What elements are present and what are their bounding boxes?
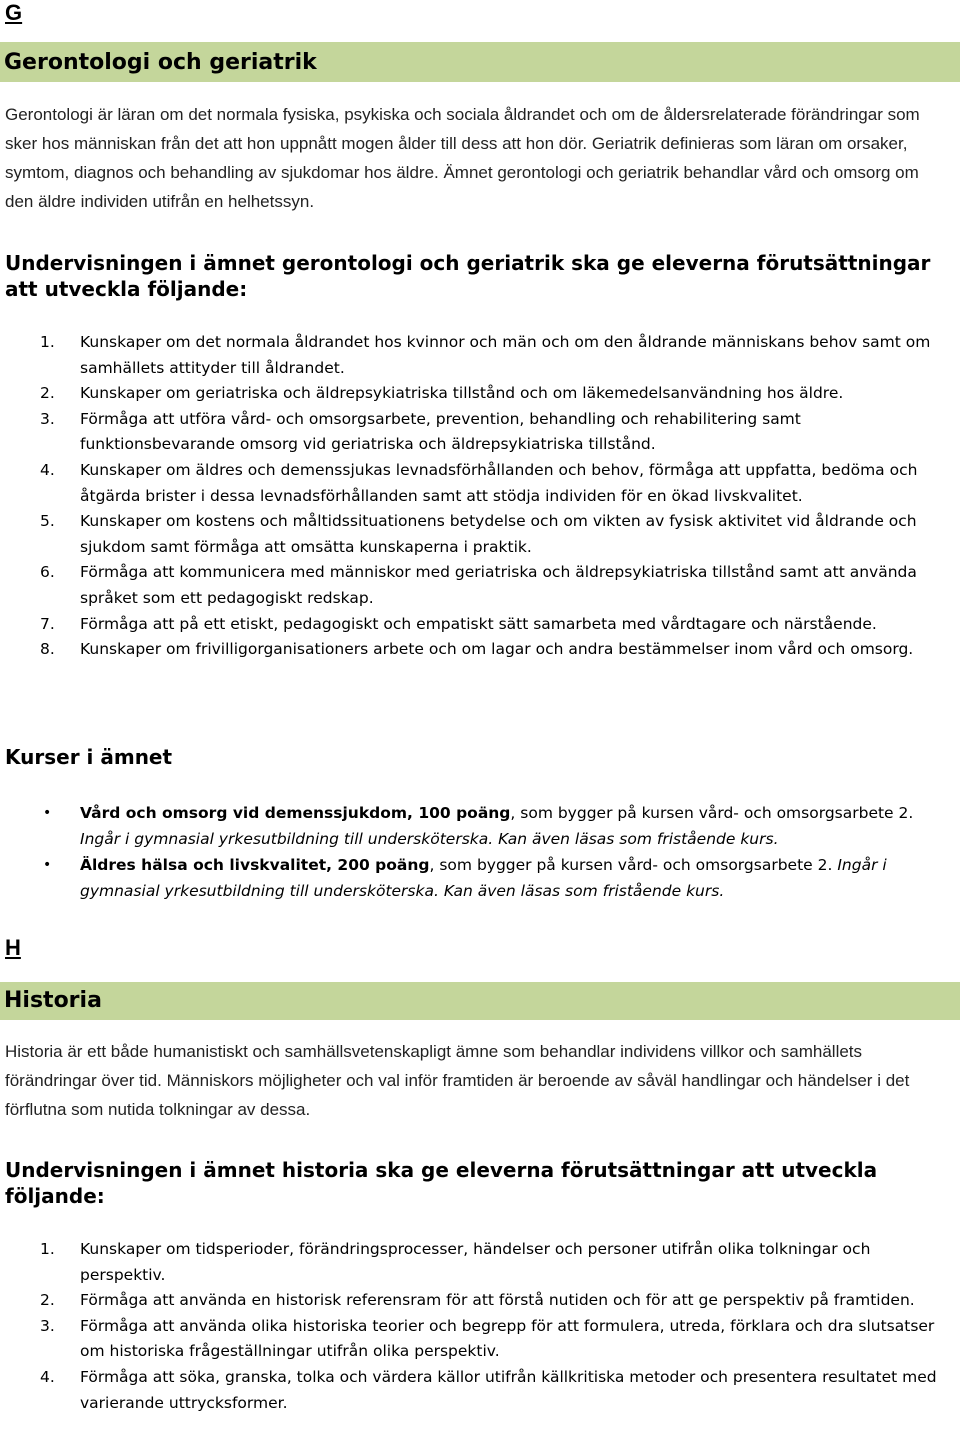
goal-number: 4. (40, 460, 55, 479)
course-note: Ingår i gymnasial yrkesutbildning till undersköterska. Kan även läsas som fristående kurs. (80, 830, 779, 848)
goal-text: Förmåga att använda en historisk referensram för att förstå nutiden och för att ge perspektiv på framtiden. (80, 1291, 915, 1310)
goal-item (0, 1365, 960, 1416)
goal-text: Förmåga att utföra vård- och omsorgsarbete, prevention, behandling och rehabilitering samt funktionsbevarande omsorg vid geriatriska och äldrepsykiatriska tillstånd. (80, 409, 801, 454)
goal-text: Förmåga att söka, granska, tolka och värdera källor utifrån källkritiska metoder och presentera resultatet med varierande uttrycksformer. (80, 1367, 937, 1412)
section-letter-g: G (5, 0, 23, 25)
course-name: Äldres hälsa och livskvalitet, 200 poäng (80, 856, 430, 874)
bullet-icon: • (43, 857, 52, 873)
goal-item (0, 637, 960, 663)
goal-number: 1. (40, 333, 55, 351)
goal-text: Kunskaper om äldres och demenssjukas levnadsförhållanden och behov, förmåga att uppfatta, bedöma och åtgärda brister i dessa levnadsförhållanden samt att stödja individen för en ökad livskvalitet. (80, 460, 918, 505)
subject-title-gerontologi: Gerontologi och geriatrik (0, 42, 960, 82)
goal-text: Kunskaper om det normala åldrandet hos kvinnor och män och om den åldrande människans behov samt om samhällets attityder till åldrandet. (80, 333, 931, 377)
course-name: Vård och omsorg vid demenssjukdom, 100 poäng (80, 804, 511, 822)
course-desc: , som bygger på kursen vård- och omsorgsarbete 2. (429, 856, 838, 874)
goal-number: 7. (40, 614, 55, 633)
goal-text: Förmåga att kommunicera med människor med geriatriska och äldrepsykiatriska tillstånd samt att använda språket som ett pedagogiskt redskap. (80, 563, 917, 607)
goal-number: 3. (40, 409, 55, 428)
goals-list-historia (0, 1237, 960, 1416)
goal-number: 8. (40, 640, 55, 659)
courses-list (0, 800, 960, 904)
goal-number: 3. (40, 1316, 55, 1335)
section-letter-h: H (5, 935, 21, 960)
goal-item (0, 612, 960, 638)
course-item (0, 852, 960, 904)
goals-heading-historia: Undervisningen i ämnet historia ska ge eleverna förutsättningar att utveckla följande: (5, 1158, 878, 1208)
goal-number: 2. (40, 384, 55, 403)
bullet-icon: • (43, 805, 52, 821)
course-desc: , som bygger på kursen vård- och omsorgsarbete 2. (510, 804, 914, 822)
goal-text: Förmåga att på ett etiskt, pedagogiskt och empatiskt sätt samarbeta med vårdtagare och närstående. (80, 614, 877, 633)
goal-text: Förmåga att använda olika historiska teorier och begrepp för att formulera, utreda, förklara och dra slutsatser om historiska frågeställningar utifrån olika perspektiv. (80, 1316, 935, 1361)
goal-text: Kunskaper om tidsperioder, förändringsprocesser, händelser och personer utifrån olika tolkningar och perspektiv. (80, 1240, 871, 1284)
goals-heading-gerontologi: Undervisningen i ämnet gerontologi och geriatrik ska ge eleverna förutsättningar att utveckla följande: (5, 251, 931, 301)
goal-item (0, 407, 960, 458)
goal-item (0, 1288, 960, 1314)
goals-list-gerontologi (0, 330, 960, 663)
goal-text: Kunskaper om kostens och måltidssituationens betydelse och om vikten av fysisk aktivitet vid åldrande och sjukdom samt förmåga att omsätta kunskaperna i praktik. (80, 512, 917, 556)
goal-text: Kunskaper om geriatriska och äldrepsykiatriska tillstånd och om läkemedelsanvändning hos äldre. (80, 384, 844, 403)
goal-text: Kunskaper om frivilligorganisationers arbete och om lagar och andra bestämmelser inom vård och omsorg. (80, 640, 914, 659)
goal-item (0, 381, 960, 407)
subject-intro-gerontologi: Gerontologi är läran om det normala fysiska, psykiska och sociala åldrandet och om de åldersrelaterade förändringar som sker hos människan från det att hon uppnått mogen ålder till dess att hon dör. Geriatrik definieras som läran om orsaker, symtom, diagnos och behandling av sjukdomar hos äldre. Ämnet gerontologi och geriatrik behandlar vård och omsorg om den äldre individen utifrån en helhetssyn. (5, 105, 920, 211)
goal-item (0, 1314, 960, 1365)
courses-heading: Kurser i ämnet (5, 745, 173, 769)
course-note: Ingår i gymnasial yrkesutbildning till undersköterska. Kan även läsas som fristående kurs. (80, 856, 887, 900)
goal-number: 1. (40, 1240, 55, 1258)
goal-number: 6. (40, 563, 55, 582)
goal-item (0, 330, 960, 381)
goal-number: 5. (40, 512, 55, 531)
course-item (0, 800, 960, 852)
goal-number: 2. (40, 1291, 55, 1310)
goal-item (0, 509, 960, 560)
goal-number: 4. (40, 1367, 55, 1386)
subject-title-historia: Historia (0, 982, 960, 1020)
goal-item (0, 560, 960, 611)
goal-item (0, 458, 960, 509)
goal-item (0, 1237, 960, 1288)
subject-intro-historia: Historia är ett både humanistiskt och samhällsvetenskapligt ämne som behandlar individens villkor och samhällets förändringar över tid. Människors möjligheter och val inför framtiden är beroende av såväl handlingar och händelser i det förflutna som nutida tolkningar av dessa. (5, 1042, 910, 1119)
